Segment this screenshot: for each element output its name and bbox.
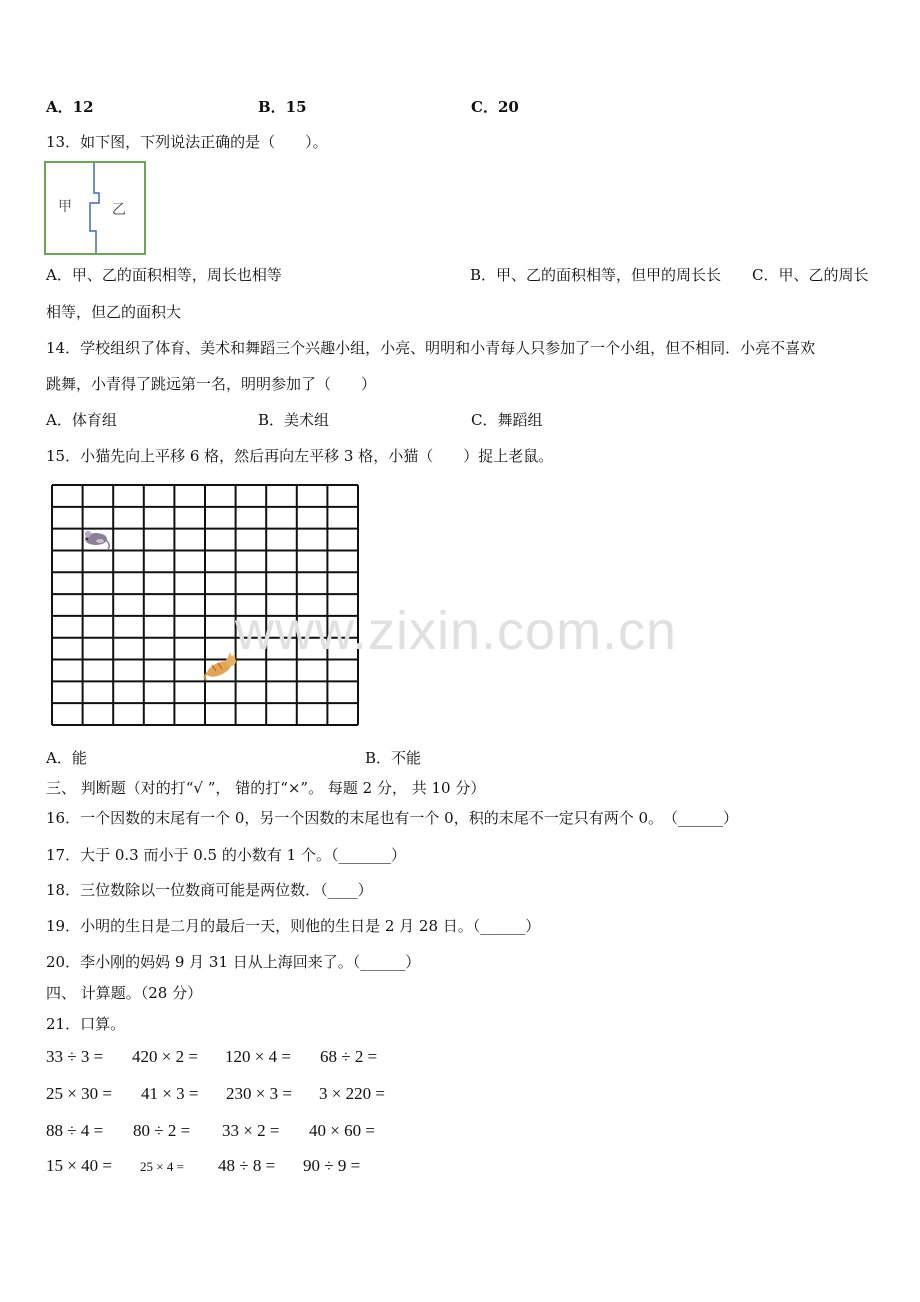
q13-option-a: A．甲、乙的面积相等，周长也相等 <box>46 266 282 284</box>
calc-r3-c1: 88 ÷ 4 = <box>46 1121 104 1140</box>
section-3-title: 三、 判断题（对的打“√ ”， 错的打“×”。 每题 2 分， 共 10 分） <box>46 779 486 797</box>
judge-item-20: 20．李小刚的妈妈 9 月 31 日从上海回来了。（______） <box>46 953 421 971</box>
judge-item-18: 18．三位数除以一位数商可能是两位数．（____） <box>46 881 373 899</box>
calc-r3-c4: 40 × 60 = <box>309 1121 375 1140</box>
q15-option-b: B．不能 <box>365 749 422 767</box>
calc-r3-c2: 80 ÷ 2 = <box>133 1121 191 1140</box>
q14-option-c: C．舞蹈组 <box>471 411 543 429</box>
calc-r4-c1: 15 × 40 = <box>46 1156 112 1175</box>
q13-option-b: B．甲、乙的面积相等，但甲的周长长 <box>470 266 722 284</box>
q15-stem: 15．小猫先向上平移 6 格，然后再向左平移 3 格，小猫（ ）捉上老鼠。 <box>46 447 554 465</box>
calc-r1-c1: 33 ÷ 3 = <box>46 1047 104 1066</box>
q21-stem: 21．口算。 <box>46 1015 126 1033</box>
calc-r3-c3: 33 × 2 = <box>222 1121 280 1140</box>
q13-figure <box>44 161 146 255</box>
q13-stem: 13．如下图，下列说法正确的是（ ）。 <box>46 133 328 151</box>
q13-label-jia: 甲 <box>58 199 72 215</box>
calc-r4-c3: 48 ÷ 8 = <box>218 1156 276 1175</box>
q12-option-a: A．12 <box>46 98 94 116</box>
q14-option-b: B．美术组 <box>258 411 330 429</box>
q14-stem-line2: 跳舞，小青得了跳远第一名，明明参加了（ ） <box>46 375 377 393</box>
watermark: www.zixin.com.cn <box>235 601 678 661</box>
judge-item-17: 17．大于 0.3 而小于 0.5 的小数有 1 个。（_______） <box>46 846 406 864</box>
calc-r4-c2: 25 × 4 = <box>140 1159 184 1174</box>
calc-r1-c2: 420 × 2 = <box>132 1047 198 1066</box>
q14-option-a: A．体育组 <box>46 411 117 429</box>
q13-label-yi: 乙 <box>112 202 126 218</box>
cat-icon <box>205 652 236 680</box>
calc-r1-c3: 120 × 4 = <box>225 1047 291 1066</box>
q15-option-a: A．能 <box>46 749 87 767</box>
calc-r4-c4: 90 ÷ 9 = <box>303 1156 361 1175</box>
mouse-icon <box>85 531 109 550</box>
section-4-title: 四、 计算题。（28 分） <box>46 984 203 1002</box>
judge-item-19: 19．小明的生日是二月的最后一天，则他的生日是 2 月 28 日。（______） <box>46 917 541 935</box>
calc-r2-c1: 25 × 30 = <box>46 1084 112 1103</box>
calc-r1-c4: 68 ÷ 2 = <box>320 1047 378 1066</box>
calc-r2-c4: 3 × 220 = <box>319 1084 385 1103</box>
q12-option-b: B．15 <box>258 98 307 116</box>
q12-option-c: C．20 <box>471 98 519 116</box>
calc-r2-c2: 41 × 3 = <box>141 1084 199 1103</box>
calc-r2-c3: 230 × 3 = <box>226 1084 292 1103</box>
q13-option-c-continued: 相等，但乙的面积大 <box>46 303 182 321</box>
judge-item-16: 16．一个因数的末尾有一个 0，另一个因数的末尾也有一个 0，积的末尾不一定只有两个 0。 （______） <box>46 809 739 827</box>
q13-option-c: C．甲、乙的周长 <box>752 266 869 284</box>
q14-stem-line1: 14．学校组织了体育、美术和舞蹈三个兴趣小组，小亮、明明和小青每人只参加了一个小组，但不相同．小亮不喜欢 <box>46 339 816 357</box>
